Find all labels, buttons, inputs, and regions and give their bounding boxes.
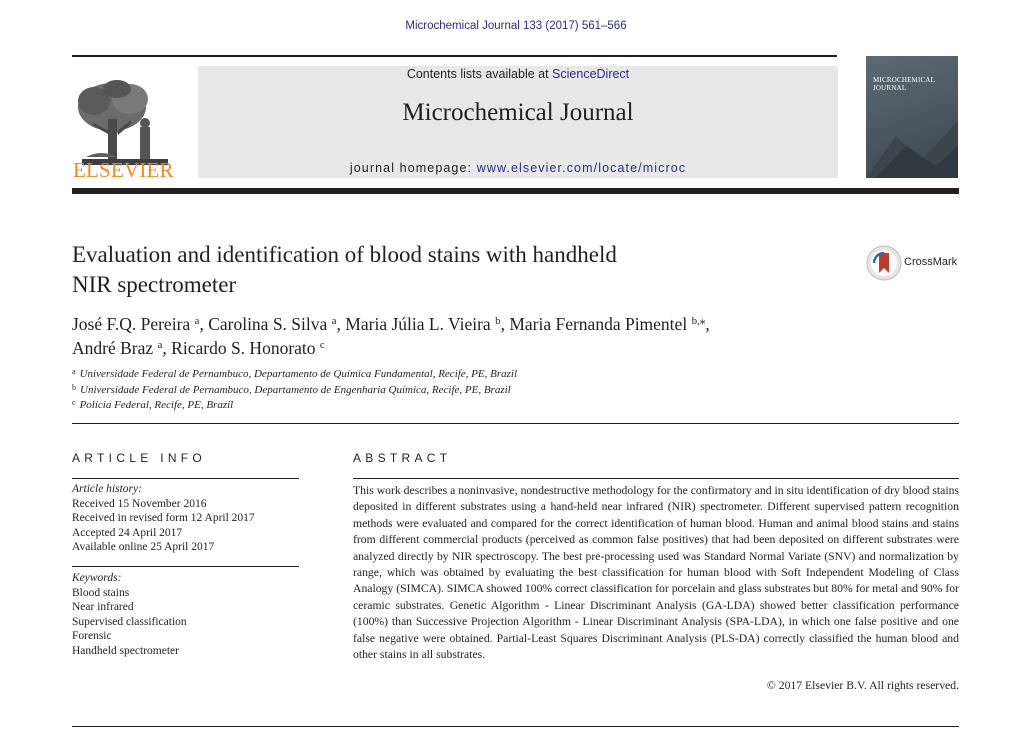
history-label: Article history: — [72, 483, 142, 495]
author[interactable]: Carolina S. Silva — [208, 314, 328, 334]
keyword: Supervised classification — [72, 615, 187, 628]
contents-prefix: Contents lists available at — [406, 67, 553, 81]
author-affiliation-mark[interactable]: c — [319, 339, 325, 351]
keywords — [72, 571, 299, 659]
crossmark-label[interactable]: CrossMark — [904, 256, 958, 268]
top-divider — [72, 55, 837, 57]
journal-citation[interactable]: Microchemical Journal 133 (2017) 561–566 — [405, 20, 627, 32]
crossmark-icon[interactable] — [866, 245, 902, 281]
keyword: Forensic — [72, 630, 112, 643]
keyword: Blood stains — [72, 586, 130, 599]
keyword: Handheld spectrometer — [72, 644, 179, 657]
abstract-divider — [353, 478, 959, 479]
section-divider — [72, 423, 959, 424]
affiliation-mark: c — [72, 398, 76, 407]
abstract-body: This work describes a noninvasive, nondestructive methodology for the confirmatory and in situ identification of dry blood stains deposited in different substrates using a hand-held near infrared (NIR) spectrometer. Different supervised pattern recognition methods were evaluated and compared for the correct identification of human blood. Human and animal blood stains and stains from different commercial products (perceived as common false positives) that had been deposited on different substrates were analyzed directly by NIR spectroscopy. The best pre-processing used was Standard Normal Variate (SNV) and normalization by range, which was obtained by evaluating the best classification for human blood with Soft Independent Modeling of Class Analogy (SIMCA). SIMCA showed 100% correct classification for porcelain and glass substrates but 80% for metal and 90% for ceramic substrates. Genetic Algorithm - Linear Discriminant Analysis (GA-LDA) showed better classification performance (100%) than Successive Projection Algorithm - Linear Discriminant Analysis (SPA-LDA), in which one false positive and one false negative were obtained. Partial-Least Squares Discriminant Analysis (PLS-DA) correctly classified the human blood and other stains in all substrates. — [353, 484, 959, 662]
cover-title-line1: MICROCHEMICAL — [873, 76, 936, 84]
journal-name: Microchemical Journal — [402, 99, 634, 126]
affiliation-item — [72, 367, 772, 383]
affiliation-item — [72, 398, 772, 414]
author[interactable]: Maria Fernanda Pimentel — [509, 314, 688, 334]
article-history — [72, 482, 299, 555]
title-line-2: NIR spectrometer — [72, 272, 237, 297]
journal-homepage — [198, 161, 838, 175]
author-list — [72, 312, 872, 360]
author-separator: , — [705, 314, 710, 334]
author-affiliation-mark[interactable]: a — [157, 339, 163, 351]
author-separator: , — [162, 338, 172, 358]
keyword: Near infrared — [72, 601, 134, 614]
keywords-label: Keywords: — [72, 572, 122, 584]
cover-title — [873, 76, 935, 92]
article-title — [72, 240, 792, 300]
keywords-divider — [72, 566, 299, 567]
author-affiliation-mark[interactable]: a — [331, 315, 337, 327]
affiliation-text: Universidade Federal de Pernambuco, Departamento de Engenharia Química, Recife, PE, Brazil — [80, 383, 511, 396]
author-affiliation-mark[interactable]: b,⁎ — [691, 315, 706, 327]
elsevier-wordmark[interactable]: ELSEVIER — [73, 158, 174, 182]
affiliation-mark: a — [72, 367, 76, 376]
affiliation-item — [72, 383, 772, 399]
homepage-link[interactable]: www.elsevier.com/locate/microc — [476, 161, 687, 175]
sciencedirect-link[interactable]: ScienceDirect — [552, 67, 630, 81]
author-affiliation-mark[interactable]: a — [194, 315, 200, 327]
journal-banner — [198, 66, 838, 178]
bottom-divider — [72, 726, 959, 727]
journal-cover-thumbnail[interactable] — [866, 56, 958, 178]
affiliation-text: Universidade Federal de Pernambuco, Departamento de Química Fundamental, Recife, PE, Brazil — [79, 368, 518, 380]
author[interactable]: Maria Júlia L. Vieira — [345, 314, 491, 334]
cover-title-line2: JOURNAL — [873, 84, 907, 92]
author[interactable]: Ricardo S. Honorato — [171, 338, 316, 358]
article-info-divider — [72, 478, 299, 479]
header-divider — [72, 188, 959, 194]
history-item: Received 15 November 2016 — [72, 497, 207, 510]
author[interactable]: André Braz — [72, 338, 154, 358]
abstract-heading: ABSTRACT — [353, 451, 452, 465]
title-line-1: Evaluation and identification of blood stains with handheld — [72, 242, 617, 267]
cover-pattern-icon — [866, 116, 958, 178]
history-item: Received in revised form 12 April 2017 — [72, 512, 255, 525]
affiliation-list — [72, 367, 772, 414]
author-separator: , — [199, 314, 209, 334]
author-separator: , — [500, 314, 510, 334]
contents-line — [198, 67, 838, 81]
affiliation-text: Polícia Federal, Recife, PE, Brazil — [79, 399, 234, 411]
history-item: Available online 25 April 2017 — [72, 541, 215, 554]
homepage-prefix: journal homepage: — [349, 161, 477, 175]
history-item: Accepted 24 April 2017 — [72, 526, 183, 539]
author-separator: , — [336, 314, 346, 334]
author-affiliation-mark[interactable]: b — [495, 315, 501, 327]
copyright-notice: © 2017 Elsevier B.V. All rights reserved. — [766, 679, 959, 692]
article-info-heading: ARTICLE INFO — [72, 451, 207, 465]
affiliation-mark: b — [72, 382, 76, 392]
author[interactable]: José F.Q. Pereira — [72, 314, 191, 334]
